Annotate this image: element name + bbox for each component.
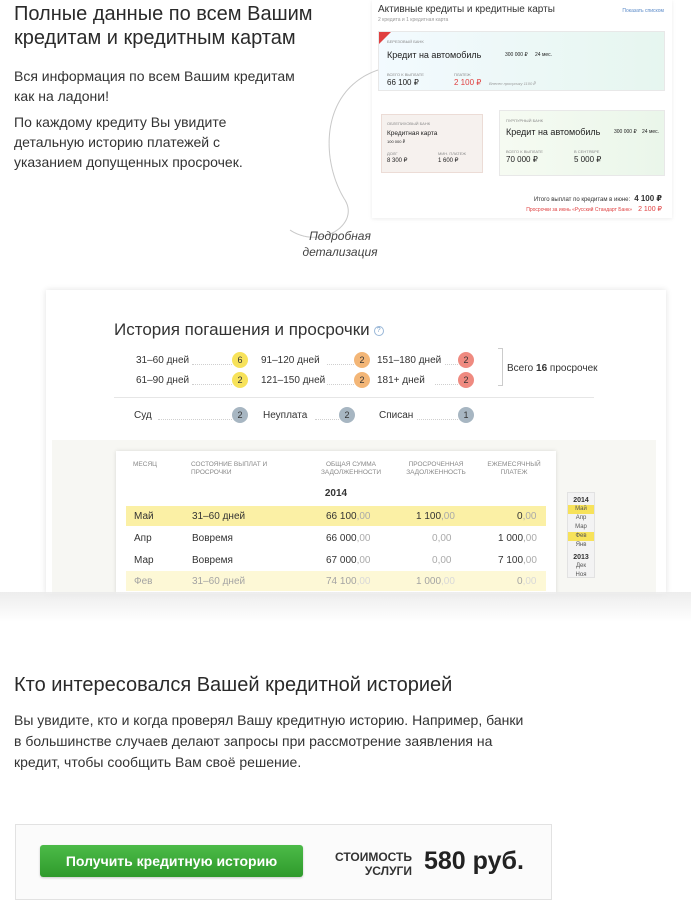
row-overdue-value: 0 [432, 555, 438, 566]
row-monthly [498, 533, 537, 544]
card2-min: 1 600 ₽ [438, 158, 459, 164]
card2-bank: ОБЛЕПИХОВЫЙ БАНК [387, 121, 431, 126]
row-overdue-value: 1 000 [416, 576, 442, 587]
card1-bank: БЕРЕЗОВЫЙ БАНК [387, 39, 424, 44]
row-monthly [517, 511, 536, 522]
delay-label: 151–180 дней [377, 355, 442, 366]
row-overdue-kop: ,00 [437, 533, 452, 544]
col-overdue: ПРОСРОЧЕННАЯ ЗАДОЛЖЕННОСТЬ [406, 461, 466, 476]
dotted-leader [327, 384, 354, 385]
row-total-value: 66 100 [326, 511, 357, 522]
cards-overdue-value: 2 100 ₽ [638, 206, 662, 213]
credit-card-3[interactable] [499, 110, 665, 176]
dotted-leader [192, 384, 232, 385]
payments-table [116, 451, 556, 594]
nav-year[interactable]: 2014 [573, 497, 589, 504]
status-label: Списан [379, 410, 414, 421]
nav-month[interactable]: Дек [575, 563, 587, 569]
row-monthly [517, 576, 536, 587]
card1-paid: 66 100 ₽ [387, 78, 419, 87]
row-monthly-kop: ,00 [522, 511, 537, 522]
total-suffix: просрочек [549, 363, 598, 374]
row-overdue [416, 576, 455, 587]
divider [114, 397, 594, 398]
history-title-text: История погашения и просрочки [114, 320, 370, 339]
card1-overdue-note: Внесен просрочку 1100 ₽ [489, 81, 536, 86]
hero-title: Полные данные по всем Вашим кредитам и кредитным картам [14, 3, 313, 49]
status-count-badge: 2 [339, 407, 355, 423]
nav-year[interactable]: 2013 [573, 554, 589, 561]
delay-count-badge: 2 [458, 372, 474, 388]
credit-card-2[interactable] [376, 108, 488, 176]
who-title: Кто интересовался Вашей кредитной историей [14, 674, 453, 696]
row-monthly-value: 7 100 [498, 555, 524, 566]
cards-preview [372, 0, 672, 218]
row-status: 31–60 дней [192, 511, 246, 522]
row-overdue-kop: ,00 [441, 511, 455, 522]
card3-paid-label: ВСЕГО К ВЫПЛАТЕ [506, 149, 543, 154]
delay-count-badge: 6 [232, 352, 248, 368]
row-monthly-kop: ,00 [523, 533, 537, 544]
dotted-leader [327, 364, 354, 365]
nav-month[interactable]: Фев [568, 532, 594, 541]
total-count: 16 [536, 363, 548, 374]
delay-label: 181+ дней [377, 375, 425, 386]
row-month: Мар [134, 555, 154, 566]
status-count-badge: 1 [458, 407, 474, 423]
col-monthly: ЕЖЕМЕСЯЧНЫЙ ПЛАТЕЖ [487, 461, 541, 476]
dotted-leader [158, 419, 232, 420]
cards-preview-subtitle: 2 кредита и 1 кредитная карта [378, 17, 449, 23]
card3-term: 24 мес. [642, 129, 660, 135]
card3-sept-label: В СЕНТЯБРЕ [574, 149, 600, 154]
get-credit-history-button[interactable]: Получить кредитную историю [40, 845, 303, 877]
col-status: СОСТОЯНИЕ ВЫПЛАТ И ПРОСРОЧКИ [191, 461, 268, 476]
row-total-kop: ,00 [356, 555, 371, 566]
cards-total-value: 4 100 ₽ [634, 194, 662, 203]
delay-count-badge: 2 [458, 352, 474, 368]
row-month: Май [134, 511, 154, 522]
delay-count-badge: 2 [354, 372, 370, 388]
delay-label: 91–120 дней [261, 355, 320, 366]
row-status: Вовремя [192, 533, 233, 544]
row-overdue-value: 0 [432, 533, 438, 544]
cards-overdue-label: Просрочки за июнь «Русский Стандарт Банк» [526, 207, 633, 213]
table-row[interactable] [126, 528, 546, 548]
delay-label: 31–60 дней [136, 355, 190, 366]
card1-term: 24 мес. [535, 52, 553, 58]
row-total-value: 74 100 [326, 576, 357, 587]
nav-month[interactable]: Мар [575, 524, 587, 530]
row-overdue [432, 555, 451, 566]
total-prefix: Всего [507, 363, 534, 374]
card2-debt-label: ДОЛГ [387, 151, 398, 156]
row-status: Вовремя [192, 555, 233, 566]
status-count-badge: 2 [232, 407, 248, 423]
card3-sept: 5 000 ₽ [574, 155, 602, 164]
total-bracket [498, 348, 503, 386]
month-navigator [567, 492, 595, 578]
row-total [326, 555, 371, 566]
card2-body [381, 114, 483, 173]
cards-total [534, 194, 662, 203]
dotted-leader [192, 364, 232, 365]
col-month: МЕСЯЦ [133, 461, 157, 468]
card3-bank: ПУРПУРНЫЙ БАНК [506, 118, 544, 123]
dotted-leader [417, 419, 458, 420]
card1-name: Кредит на автомобиль [387, 50, 482, 60]
delay-count-badge: 2 [354, 352, 370, 368]
row-total-value: 66 000 [326, 533, 357, 544]
info-icon[interactable]: ? [374, 326, 384, 336]
row-status: 31–60 дней [192, 576, 246, 587]
row-overdue [432, 533, 451, 544]
row-overdue [416, 511, 455, 522]
card3-name: Кредит на автомобиль [506, 127, 601, 137]
table-row[interactable] [126, 571, 546, 591]
hero-paragraph-1: Вся информация по всем Вашим кредитам как на ладони! [14, 68, 295, 104]
table-row[interactable] [126, 506, 546, 526]
row-overdue-kop: ,00 [441, 576, 455, 587]
row-monthly-kop: ,00 [523, 555, 537, 566]
delay-label: 61–90 дней [136, 375, 190, 386]
status-label: Суд [134, 410, 152, 421]
row-total-kop: ,00 [356, 533, 371, 544]
nav-month[interactable]: Ноя [575, 572, 587, 578]
row-monthly [498, 555, 537, 566]
row-total-value: 67 000 [326, 555, 357, 566]
nav-month[interactable]: Янв [575, 542, 587, 548]
row-monthly-value: 0 [517, 511, 523, 522]
cards-preview-title: Активные кредиты и кредитные карты [378, 4, 555, 15]
cost-label: СТОИМОСТЬ УСЛУГИ [334, 850, 412, 878]
cost-value: 580 руб. [424, 847, 524, 875]
show-list-link[interactable]: Показать списком [622, 8, 664, 14]
col-total: ОБЩАЯ СУММА ЗАДОЛЖЕННОСТИ [320, 461, 382, 476]
row-total [326, 533, 371, 544]
nav-month[interactable]: Май [568, 505, 594, 514]
card2-min-label: МИН. ПЛАТЕЖ [438, 151, 466, 156]
table-row[interactable] [126, 550, 546, 570]
row-total [326, 576, 371, 587]
status-label: Неуплата [263, 410, 308, 421]
dotted-leader [435, 384, 458, 385]
table-year: 2014 [324, 488, 348, 499]
card2-name: Кредитная карта [387, 130, 438, 137]
section-shadow [0, 592, 691, 622]
row-total-kop: ,00 [356, 576, 371, 587]
row-overdue-kop: ,00 [437, 555, 452, 566]
history-title [114, 320, 384, 340]
who-text: Вы увидите, кто и когда проверял Вашу кредитную историю. Например, банки в большинстве случаев делают запросы при рассмотрение заявления на кредит, чтобы сообщить Вам своё решение. [14, 712, 524, 770]
row-month: Фев [134, 576, 153, 587]
row-monthly-value: 0 [517, 576, 523, 587]
total-overdue [507, 363, 598, 374]
hero-paragraph-2: По каждому кредиту Вы увидите детальную историю платежей с указанием допущенных просрочек. [14, 114, 243, 170]
card1-paid-label: ВСЕГО К ВЫПЛАТЕ [387, 72, 424, 77]
delay-label: 121–150 дней [261, 375, 326, 386]
row-total-kop: ,00 [356, 511, 371, 522]
credit-card-1[interactable] [378, 31, 665, 91]
card2-limit: 100 000 ₽ [387, 139, 406, 144]
nav-month[interactable]: Апр [575, 515, 587, 521]
delay-count-badge: 2 [232, 372, 248, 388]
cards-overdue [526, 205, 662, 213]
cards-total-label: Итого выплат по кредитам в июне: [533, 197, 631, 203]
card1-payment: 2 100 ₽ [454, 78, 482, 87]
card2-debt: 8 300 ₽ [387, 158, 408, 164]
dotted-leader [445, 364, 458, 365]
row-month: Апр [134, 533, 152, 544]
detail-caption: Подробная детализация [302, 229, 378, 259]
row-monthly-kop: ,00 [522, 576, 537, 587]
card3-amount: 300 000 ₽ [614, 129, 637, 135]
row-monthly-value: 1 000 [498, 533, 524, 544]
dotted-leader [315, 419, 339, 420]
card1-amount: 300 000 ₽ [505, 52, 528, 58]
card3-paid: 70 000 ₽ [506, 155, 538, 164]
history-panel [46, 290, 666, 594]
row-overdue-value: 1 100 [416, 511, 442, 522]
row-total [326, 511, 371, 522]
card1-payment-label: ПЛАТЕЖ [454, 72, 471, 77]
cta-box [15, 824, 552, 900]
